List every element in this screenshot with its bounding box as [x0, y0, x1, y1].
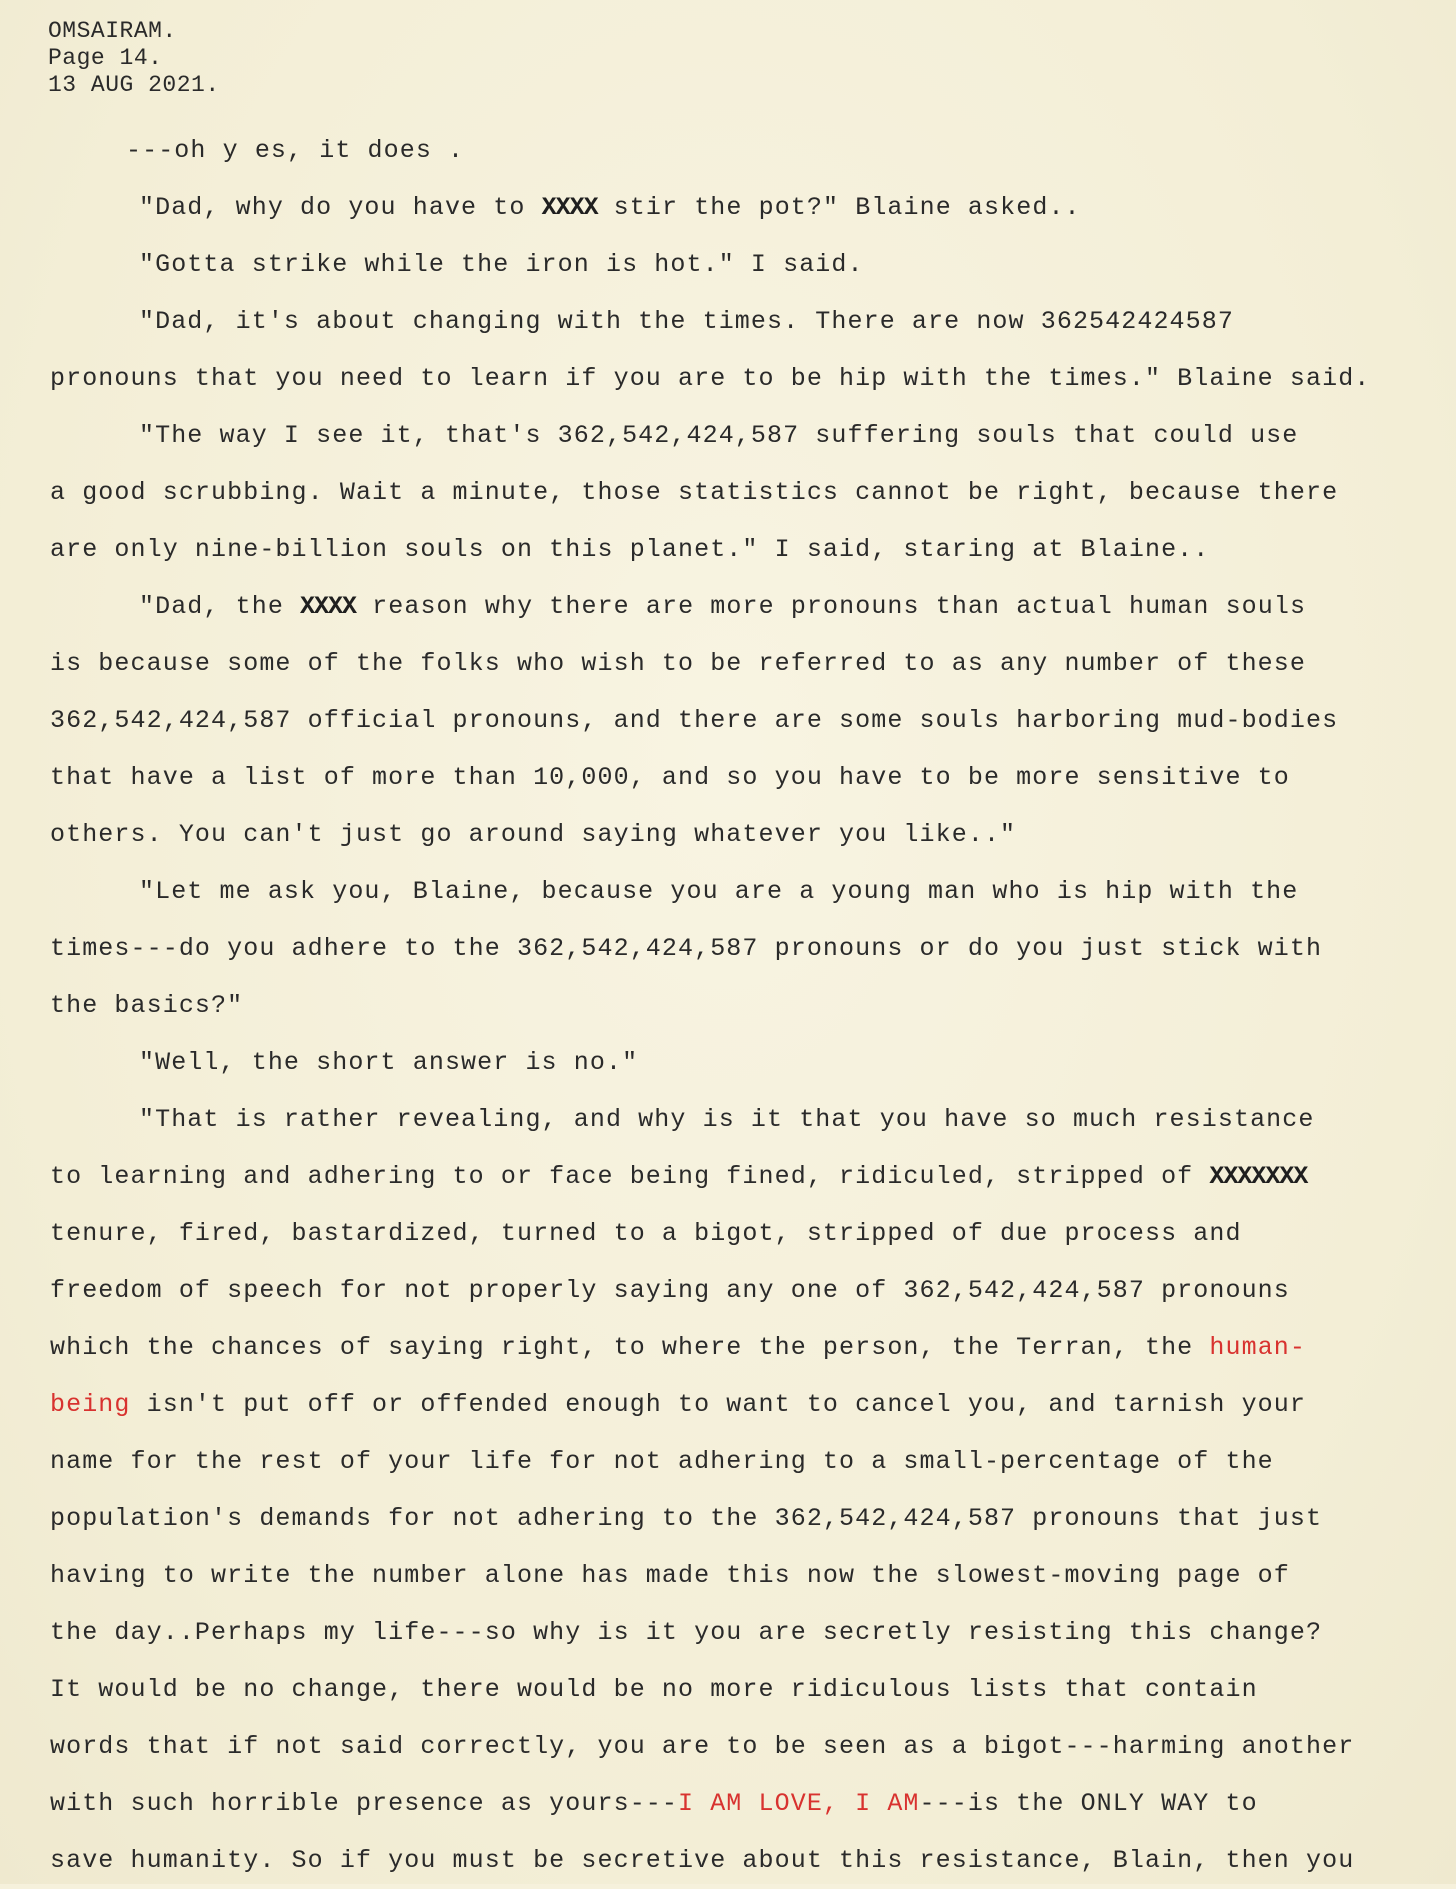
text-line — [50, 578, 1446, 635]
text-span: with such horrible presence as yours--- — [50, 1789, 678, 1818]
text-line — [50, 1775, 1446, 1832]
text-line: It would be no change, there would be no more ridiculous lists that contain — [50, 1675, 1258, 1704]
text-line — [50, 1376, 1446, 1433]
text-span: reason why there are more pronouns than actual human souls — [356, 592, 1307, 621]
red-ink-text: I AM LOVE, I AM — [678, 1789, 920, 1818]
text-line: pronouns that you need to learn if you are to be hip with the times." Blaine said. — [50, 364, 1371, 393]
text-line — [50, 1148, 1446, 1205]
text-span: "Dad, the — [139, 592, 301, 621]
page-header — [48, 18, 220, 99]
text-line: "Let me ask you, Blaine, because you are a young man who is hip with the — [139, 877, 1299, 906]
text-line: a good scrubbing. Wait a minute, those statistics cannot be right, because there — [50, 478, 1339, 507]
text-span: ---is the ONLY WAY to — [919, 1789, 1258, 1818]
text-line: words that if not said correctly, you are to be seen as a bigot---harming another — [50, 1732, 1355, 1761]
text-line: are only nine-billion souls on this planet." I said, staring at Blaine.. — [50, 535, 1210, 564]
text-line: population's demands for not adhering to the 362,542,424,587 pronouns that just — [50, 1504, 1323, 1533]
page-body — [50, 122, 1446, 1889]
text-line: name for the rest of your life for not adhering to a small-percentage of the — [50, 1447, 1274, 1476]
text-line: is because some of the folks who wish to be referred to as any number of these — [50, 649, 1306, 678]
text-span: which the chances of saying right, to where the person, the Terran, the — [50, 1333, 1210, 1362]
text-line: "That is rather revealing, and why is it that you have so much resistance — [139, 1105, 1315, 1134]
red-ink-text: human- — [1209, 1333, 1307, 1362]
header-page-number: Page 14. — [48, 45, 163, 71]
text-line: having to write the number alone has made this now the slowest-moving page of — [50, 1561, 1290, 1590]
strikeout-mark: XXXX — [541, 193, 598, 222]
text-line: the basics?" — [50, 991, 244, 1020]
text-line: "The way I see it, that's 362,542,424,587 suffering souls that could use — [139, 421, 1299, 450]
strikeout-mark: XXXX — [300, 592, 357, 621]
text-line: times---do you adhere to the 362,542,424,587 pronouns or do you just stick with — [50, 934, 1323, 963]
text-span: "Dad, why do you have to — [139, 193, 542, 222]
text-line: the day..Perhaps my life---so why is it you are secretly resisting this change? — [50, 1618, 1323, 1647]
text-span: to learning and adhering to or face being fined, ridiculed, stripped of — [50, 1162, 1210, 1191]
text-span: isn't put off or offended enough to want to cancel you, and tarnish your — [130, 1390, 1306, 1419]
text-line: save humanity. So if you must be secretive about this resistance, Blain, then you — [50, 1846, 1355, 1875]
text-line: tenure, fired, bastardized, turned to a bigot, stripped of due process and — [50, 1219, 1242, 1248]
text-line: that have a list of more than 10,000, and so you have to be more sensitive to — [50, 763, 1290, 792]
text-line: "Gotta strike while the iron is hot." I said. — [139, 250, 864, 279]
text-span: stir the pot?" Blaine asked.. — [597, 193, 1081, 222]
text-line — [50, 1319, 1446, 1376]
text-line: ---oh y es, it does . — [126, 136, 465, 165]
strikeout-mark: XXXXXXX — [1209, 1162, 1308, 1191]
header-title: OMSAIRAM. — [48, 18, 177, 44]
text-line: freedom of speech for not properly saying any one of 362,542,424,587 pronouns — [50, 1276, 1290, 1305]
header-date: 13 AUG 2021. — [48, 72, 220, 98]
text-line: others. You can't just go around saying whatever you like.." — [50, 820, 1017, 849]
text-line: "Dad, it's about changing with the times. There are now 362542424587 — [139, 307, 1234, 336]
text-line — [50, 179, 1446, 236]
text-line: 362,542,424,587 official pronouns, and there are some souls harboring mud-bodies — [50, 706, 1339, 735]
text-line: "Well, the short answer is no." — [139, 1048, 639, 1077]
red-ink-text: being — [50, 1390, 131, 1419]
